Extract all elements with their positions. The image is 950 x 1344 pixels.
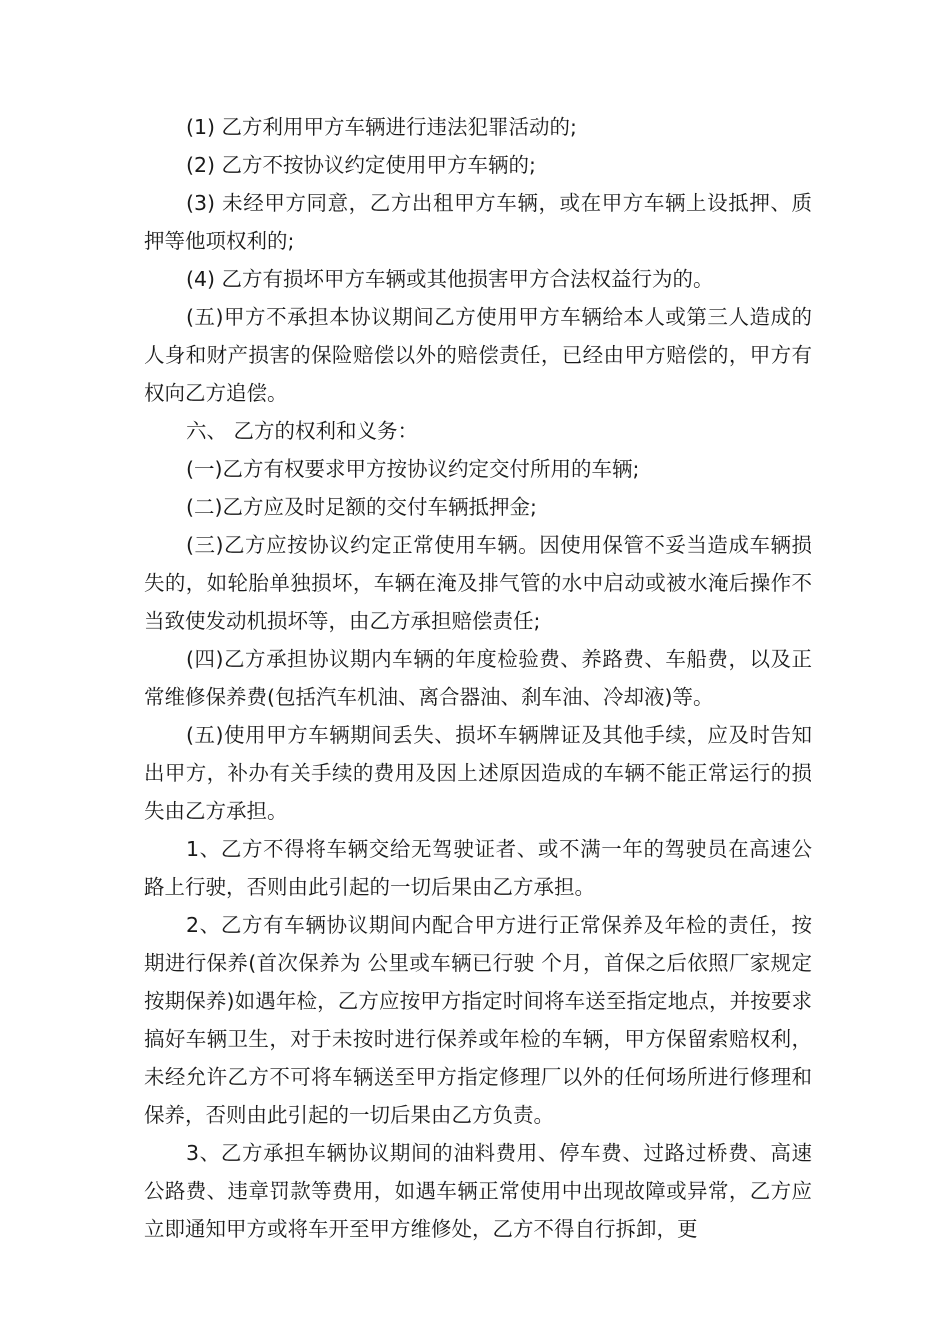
paragraph-9: (三)乙方应按协议约定正常使用车辆。因使用保管不妥当造成车辆损失的，如轮胎单独损坏，车辆在淹及排气管的水中启动或被水淹后操作不当致使发动机损坏等，由乙方承担赔偿责任;	[144, 533, 812, 633]
paragraph-10: (四)乙方承担协议期内车辆的年度检验费、养路费、车船费，以及正常维修保养费(包括汽车机油、离合器油、刹车油、冷却液)等。	[144, 647, 812, 709]
paragraph-4: (4) 乙方有损坏甲方车辆或其他损害甲方合法权益行为的。	[186, 267, 714, 291]
paragraph-7: (一)乙方有权要求甲方按协议约定交付所用的车辆;	[186, 457, 640, 481]
paragraph-5: (五)甲方不承担本协议期间乙方使用甲方车辆给本人或第三人造成的人身和财产损害的保险赔偿以外的赔偿责任，已经由甲方赔偿的，甲方有权向乙方追偿。	[144, 305, 812, 405]
document-body	[144, 108, 812, 1248]
paragraph-1: (1) 乙方利用甲方车辆进行违法犯罪活动的;	[186, 115, 577, 139]
paragraph-8: (二)乙方应及时足额的交付车辆抵押金;	[186, 495, 537, 519]
section-heading-6: 六、 乙方的权利和义务：	[186, 419, 419, 443]
paragraph-11: (五)使用甲方车辆期间丢失、损坏车辆牌证及其他手续，应及时告知出甲方，补办有关手续的费用及因上述原因造成的车辆不能正常运行的损失由乙方承担。	[144, 723, 812, 823]
paragraph-13: 2、乙方有车辆协议期间内配合甲方进行正常保养及年检的责任，按期进行保养(首次保养为 公里或车辆已行驶 个月，首保之后依照厂家规定按期保养)如遇年检，乙方应按甲方指定时间将车送至指定地点，并按要求搞好车辆卫生，对于未按时进行保养或年检的车辆，甲方保留索赔权利，未经允许乙方不可将车辆送至甲方指定修理厂以外的任何场所进行修理和保养，否则由此引起的一切后果由乙方负责。	[144, 913, 812, 1127]
paragraph-3: (3) 未经甲方同意，乙方出租甲方车辆，或在甲方车辆上设抵押、质押等他项权利的;	[144, 191, 812, 253]
paragraph-2: (2) 乙方不按协议约定使用甲方车辆的;	[186, 153, 536, 177]
paragraph-12: 1、乙方不得将车辆交给无驾驶证者、或不满一年的驾驶员在高速公路上行驶，否则由此引起的一切后果由乙方承担。	[144, 837, 812, 899]
paragraph-14: 3、乙方承担车辆协议期间的油料费用、停车费、过路过桥费、高速公路费、违章罚款等费用，如遇车辆正常使用中出现故障或异常，乙方应立即通知甲方或将车开至甲方维修处，乙方不得自行拆卸，更	[144, 1141, 812, 1241]
